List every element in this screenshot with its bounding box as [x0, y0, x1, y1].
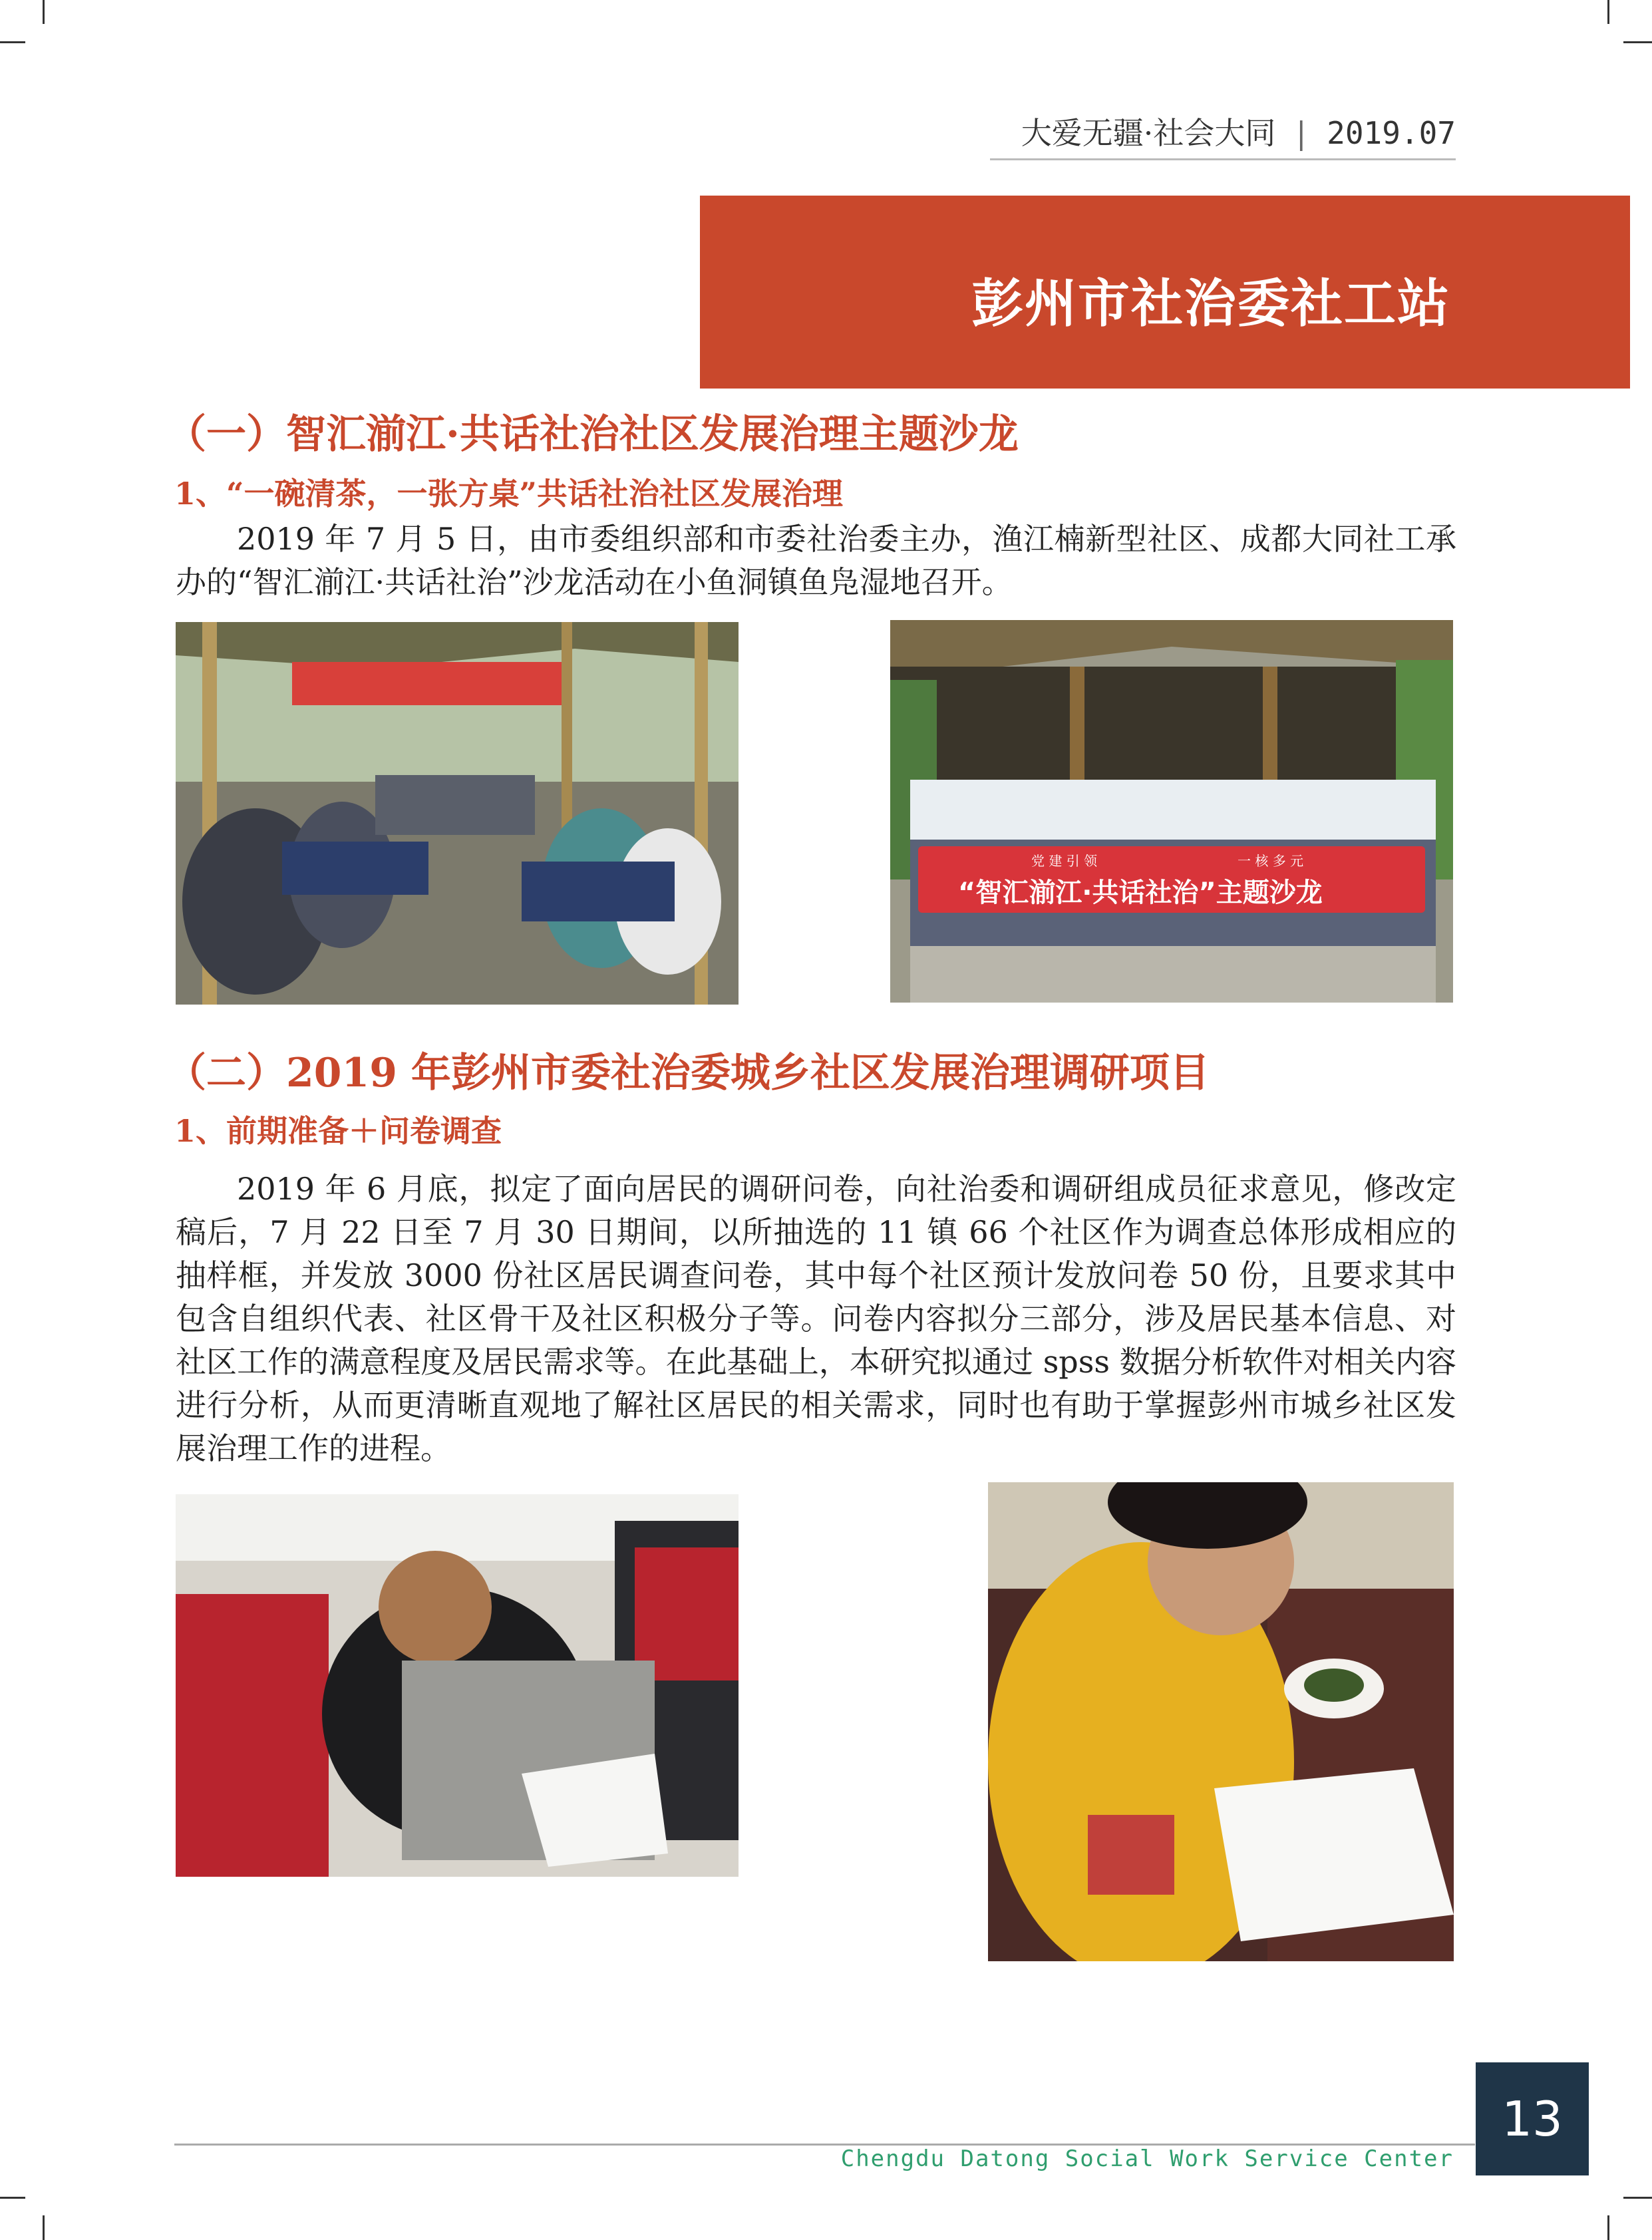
photo-banner-small-left: 党 建 引 领 — [1031, 853, 1098, 869]
section1-paragraph: 2019 年 7 月 5 日，由市委组织部和市委社治委主办，渔江楠新型社区、成都大同社工承办的“智汇湔江·共话社治”沙龙活动在小鱼洞镇鱼凫湿地召开。 — [176, 521, 1456, 600]
footer-org-name: Chengdu Datong Social Work Service Center — [840, 2146, 1454, 2172]
crop-mark-bottom-right — [1623, 2197, 1652, 2199]
running-header — [990, 106, 1456, 160]
crop-mark-top-left-v — [43, 0, 45, 24]
crop-mark-top-right — [1623, 41, 1652, 43]
section1-title: （一）智汇湔江·共话社治社区发展治理主题沙龙 — [166, 411, 1019, 458]
section1-subtitle: 1、“一碗清茶，一张方桌”共话社治社区发展治理 — [174, 476, 843, 512]
photo-woman-questionnaire — [988, 1482, 1454, 1961]
section2-paragraph: 2019 年 6 月底，拟定了面向居民的调研问卷，向社治委和调研组成员征求意见，修改定稿后，7 月 22 日至 7 月 30 日期间，以所抽选的 11 镇 66 个社区作为调查总体形成相应的抽样框，并发放 3000 份社区居民调查问卷，其中每个社区预计发放问卷 50 份，且要求其中包含自组织代表、社区骨干及社区积极分子等。问卷内容拟分三部分，涉及居民基本信息、对社区工作的满意程度及居民需求等。在此基础上，本研究拟通过 spss 数据分析软件对相关内容进行分析，从而更清晰直观地了解社区居民的相关需求，同时也有助于掌握彭州市城乡社区发展治理工作的进程。 — [176, 1171, 1456, 1466]
page-number: 13 — [1476, 2062, 1589, 2175]
photo-group-banner — [890, 620, 1453, 1003]
section2-subtitle: 1、前期准备＋问卷调查 — [174, 1113, 502, 1149]
header-separator: | — [1296, 115, 1307, 151]
crop-mark-bottom-right-v — [1607, 2215, 1609, 2240]
photo-man-questionnaire — [176, 1494, 739, 1877]
issue-date: 2019.07 — [1327, 115, 1456, 151]
photo-banner-small-right: 一 核 多 元 — [1238, 853, 1304, 869]
header-rule — [990, 158, 1456, 160]
publication-name: 大爱无疆·社会大同 — [1021, 115, 1276, 151]
title-banner — [700, 196, 1630, 389]
crop-mark-bottom-left — [0, 2197, 25, 2199]
crop-mark-top-right-v — [1607, 0, 1609, 24]
banner-title: 彭州市社治委社工站 — [971, 273, 1450, 334]
photo-salon-meeting — [176, 622, 739, 1005]
photo-banner-main: “智汇湔江·共话社治”主题沙龙 — [958, 878, 1323, 908]
photo-banner-cloth — [918, 846, 1425, 913]
crop-mark-top-left — [0, 41, 25, 43]
crop-mark-bottom-left-v — [43, 2215, 45, 2240]
section2-title: （二）2019 年彭州市委社治委城乡社区发展治理调研项目 — [166, 1050, 1210, 1096]
